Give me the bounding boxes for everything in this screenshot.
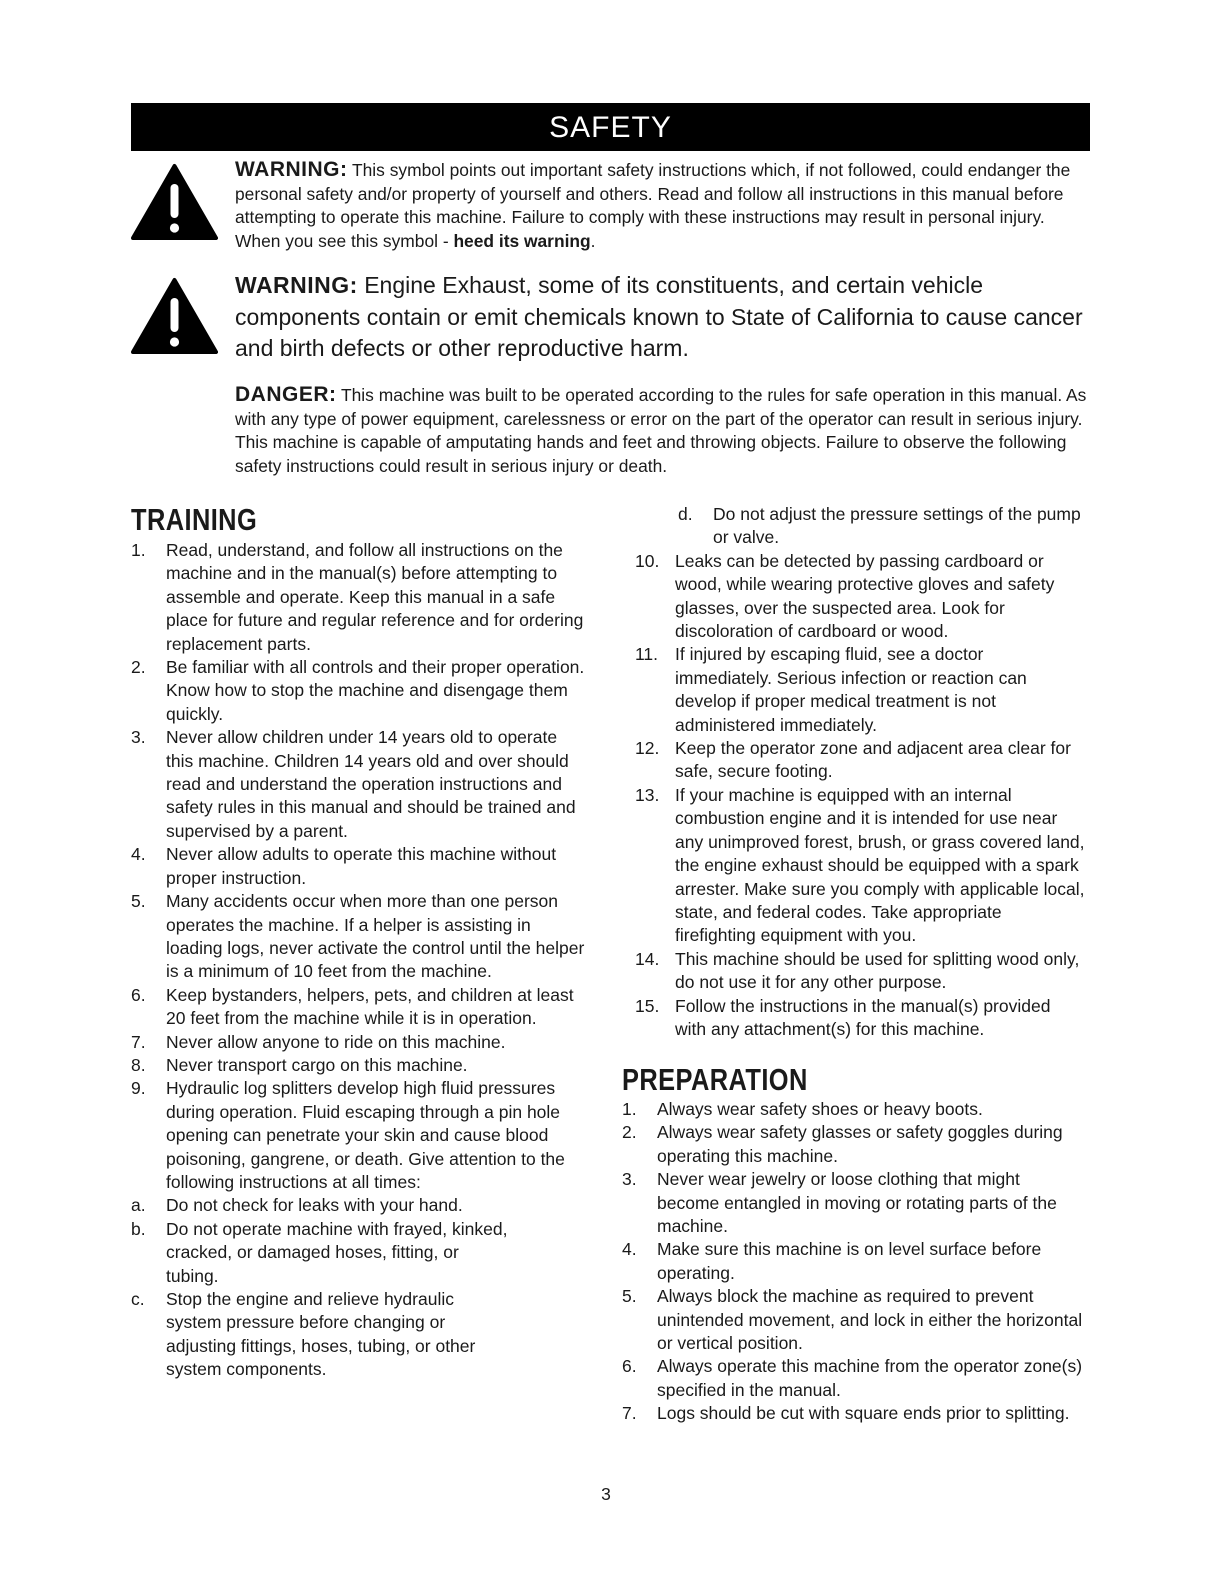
sub-list-item: a. Do not check for leaks with your hand. — [131, 1195, 463, 1216]
warning-label: WARNING: — [235, 158, 348, 181]
danger-notice — [235, 383, 1090, 478]
list-item: 1. Always wear safety shoes or heavy boots. — [622, 1099, 983, 1119]
preparation-heading: PREPARATION — [622, 1062, 808, 1097]
list-item: 7. Never allow anyone to ride on this machine. — [131, 1031, 506, 1052]
warning-label: WARNING: — [235, 272, 358, 298]
list-item: 2. Always wear safety glasses or safety goggles during operating this machine. — [622, 1122, 1063, 1166]
training-list-right — [635, 503, 1085, 1041]
list-item: 11. If injured by escaping fluid, see a doctor immediately. Serious infection or reaction can develop if proper medical treatment is not administered immediately. — [635, 644, 1027, 735]
warning-text: This symbol points out important safety instructions which, if not followed, could endanger the personal safety and/or property of yourself and others. Read and follow all instructions in this manual before attempting to operate this machine. Failure to comply with these instructions may result in personal injury. When you see this symbol - — [235, 160, 1071, 251]
list-item: 3. Never wear jewelry or loose clothing that might become entangled in moving or rotating parts of the machine. — [622, 1169, 1057, 1237]
list-item: 6. Keep bystanders, helpers, pets, and children at least 20 feet from the machine while it is in operation. — [131, 984, 574, 1029]
page-number: 3 — [601, 1484, 611, 1504]
list-item: 6. Always operate this machine from the operator zone(s) specified in the manual. — [622, 1356, 1083, 1400]
training-heading: TRAINING — [131, 502, 258, 537]
list-item: 8. Never transport cargo on this machine. — [131, 1054, 468, 1075]
warning-triangle-icon — [131, 162, 218, 240]
list-item: 3. Never allow children under 14 years old to operate this machine. Children 14 years old and over should read and understand the operation instructions and safety rules in this manual and should be trained and supervised by a parent. — [131, 727, 576, 841]
training-list-left — [131, 539, 586, 1382]
preparation-list — [622, 1098, 1085, 1426]
sub-list-item: b. Do not operate machine with frayed, kinked, cracked, or damaged hoses, fitting, or tubing. — [131, 1218, 508, 1286]
danger-text: This machine was built to be operated according to the rules for safe operation in this manual. As with any type of power equipment, carelessness or error on the part of the operator can result in serious injury. This machine is capable of amputating hands and feet and throwing objects. Failure to observe the following safety instructions could result in serious injury or death. — [235, 385, 1087, 476]
danger-label: DANGER: — [235, 383, 337, 406]
sub-list-item: d. Do not adjust the pressure settings of the pump or valve. — [678, 504, 1081, 548]
warning-end: . — [590, 230, 596, 251]
list-item: 13. If your machine is equipped with an internal combustion engine and it is intended for use near any unimproved forest, brush, or grass covered land, the engine exhaust should be equipped with a spark arrester. Make sure you comply with applicable local, state, and federal codes. Take appropriate firefighting equipment with you. — [635, 784, 1085, 946]
safety-banner: SAFETY — [131, 103, 1090, 151]
list-item: 7. Logs should be cut with square ends prior to splitting. — [622, 1403, 1070, 1424]
list-item: 10. Leaks can be detected by passing cardboard or wood, while wearing protective gloves and safety glasses, over the suspected area. Look for discoloration of cardboard or wood. — [635, 550, 1055, 642]
list-item: 5. Many accidents occur when more than one person operates the machine. If a helper is assisting in loading logs, never activate the control until the helper is a minimum of 10 feet from the machine. — [131, 891, 585, 982]
list-item: 5. Always block the machine as required to prevent unintended movement, and lock in either the horizontal or vertical position. — [622, 1286, 1083, 1354]
list-item: 1. Read, understand, and follow all instructions on the machine and in the manual(s) before attempting to assemble and operate. Keep this manual in a safe place for future and regular reference and for ordering replacement parts. — [131, 540, 584, 654]
list-item: 9. Hydraulic log splitters develop high fluid pressures during operation. Fluid escaping through a pin hole opening can penetrate your skin and cause blood poisoning, gangrene, or death. Give attention to the following instructions at all times: — [131, 1078, 565, 1192]
list-item: 14. This machine should be used for splitting wood only, do not use it for any other purpose. — [635, 948, 1080, 993]
warning-symbol-notice — [235, 158, 1090, 253]
warning-triangle-icon — [131, 276, 218, 354]
list-item: 12. Keep the operator zone and adjacent area clear for safe, secure footing. — [635, 738, 1071, 782]
list-item: 4. Make sure this machine is on level surface before operating. — [622, 1239, 1042, 1283]
list-item: 15. Follow the instructions in the manual(s) provided with any attachment(s) for this machine. — [635, 995, 1051, 1039]
california-warning — [235, 270, 1090, 365]
warning-text: Engine Exhaust, some of its constituents, and certain vehicle components contain or emit chemicals known to State of California to cause cancer and birth defects or other reproductive harm. — [235, 272, 1083, 361]
heed-warning-emphasis: heed its warning — [453, 230, 591, 251]
sub-list-item: c. Stop the engine and relieve hydraulic system pressure before changing or adjusting fittings, hoses, tubing, or other system components. — [131, 1289, 476, 1380]
list-item: 2. Be familiar with all controls and their proper operation. Know how to stop the machine and disengage them quickly. — [131, 657, 585, 724]
list-item: 4. Never allow adults to operate this machine without proper instruction. — [131, 844, 557, 888]
